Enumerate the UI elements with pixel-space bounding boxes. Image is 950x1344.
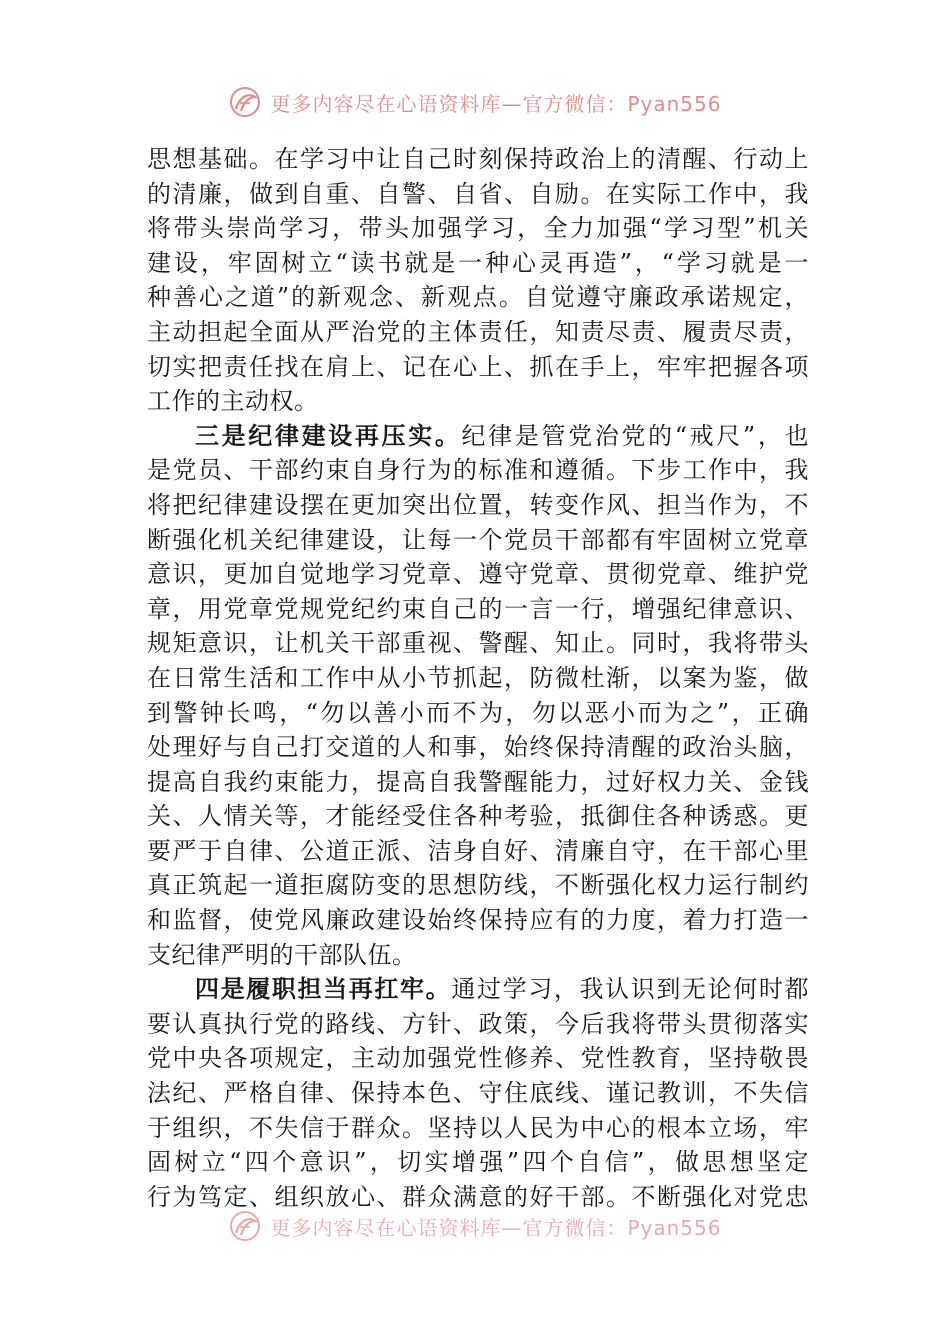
text-line: 和监督，使党风廉政建设始终保持应有的力度，着力打造一 <box>147 906 809 935</box>
text-line: 思想基础。在学习中让自己时刻保持政治上的清醒、行动上 <box>147 145 809 173</box>
paragraph <box>147 419 809 973</box>
text-line: 主动担起全面从严治党的主体责任，知责尽责、履责尽责， <box>147 317 809 346</box>
text-line: 行为笃定、组织放心、群众满意的好干部。不断强化对党忠 <box>147 1182 809 1211</box>
document-body <box>147 142 809 1214</box>
section-heading: 四是履职担当再扛牢。 <box>195 974 452 1004</box>
watermark-footer <box>0 1208 950 1244</box>
section-heading: 三是纪律建设再压实。 <box>195 420 462 450</box>
text-line: 建设，牢固树立“读书就是一种心灵再造”，“学习就是一 <box>147 248 809 277</box>
watermark-text: 更多内容尽在心语资料库—官方微信：Pyan556 <box>270 1215 722 1240</box>
text-line: 真正筑起一道拒腐防变的思想防线，不断强化权力运行制约 <box>147 871 809 900</box>
text-line: 的清廉，做到自重、自警、自省、自励。在实际工作中，我 <box>147 179 809 208</box>
text-run: 通过学习，我认识到无论何时都 <box>451 975 810 1004</box>
text-line: 于组织，不失信于群众。坚持以人民为中心的根本立场，牢 <box>147 1113 809 1142</box>
watermark-text: 更多内容尽在心语资料库—官方微信：Pyan556 <box>270 91 722 116</box>
text-line: 提高自我约束能力，提高自我警醒能力，过好权力关、金钱 <box>147 767 809 796</box>
paragraph <box>147 972 809 1214</box>
text-line: 固树立“四个意识”，切实增强”四个自信”，做思想坚定 <box>147 1148 809 1177</box>
text-line: 种善心之道”的新观念、新观点。自觉遵守廉政承诺规定， <box>147 283 809 312</box>
watermark-logo-icon <box>228 85 262 119</box>
text-line: 要严于自律、公道正派、洁身自好、清廉自守，在干部心里 <box>147 836 809 865</box>
text-line: 章，用党章党规党纪约束自己的一言一行，增强纪律意识、 <box>147 594 809 623</box>
text-line: 将把纪律建设摆在更加突出位置，转变作风、担当作为，不 <box>147 490 809 519</box>
text-line: 党中央各项规定，主动加强党性修养、党性教育，坚持敬畏 <box>147 1044 809 1073</box>
text-run: 纪律是管党治党的“戒尺”，也 <box>461 421 810 450</box>
text-line: 工作的主动权。 <box>147 387 319 416</box>
text-line: 断强化机关纪律建设，让每一个党员干部都有牢固树立党章 <box>147 525 809 554</box>
text-line: 处理好与自己打交道的人和事，始终保持清醒的政治头脑， <box>147 733 809 762</box>
text-line: 规矩意识，让机关干部重视、警醒、知止。同时，我将带头 <box>147 629 809 658</box>
text-line: 切实把责任找在肩上、记在心上、抓在手上，牢牢把握各项 <box>147 352 809 381</box>
paragraph <box>147 142 809 419</box>
watermark-logo-icon <box>228 1209 262 1243</box>
text-line: 到警钟长鸣，“勿以善小而不为，勿以恶小而为之”，正确 <box>147 698 809 727</box>
text-line: 法纪、严格自律、保持本色、守住底线、谨记教训，不失信 <box>147 1079 809 1108</box>
text-line: 支纪律严明的干部队伍。 <box>147 940 417 969</box>
text-line: 要认真执行党的路线、方针、政策，今后我将带头贯彻落实 <box>147 1009 809 1038</box>
watermark-header <box>0 84 950 120</box>
text-line: 在日常生活和工作中从小节抓起，防微杜渐，以案为鉴，做 <box>147 663 809 692</box>
text-line <box>147 419 809 454</box>
text-line: 意识，更加自觉地学习党章、遵守党章、贯彻党章、维护党 <box>147 560 809 589</box>
text-line: 将带头崇尚学习，带头加强学习，全力加强“学习型”机关 <box>147 214 809 243</box>
text-line: 是党员、干部约束自身行为的标准和遵循。下步工作中，我 <box>147 456 809 485</box>
text-line <box>147 972 809 1007</box>
text-line: 关、人情关等，才能经受住各种考验，抵御住各种诱惑。更 <box>147 802 809 831</box>
